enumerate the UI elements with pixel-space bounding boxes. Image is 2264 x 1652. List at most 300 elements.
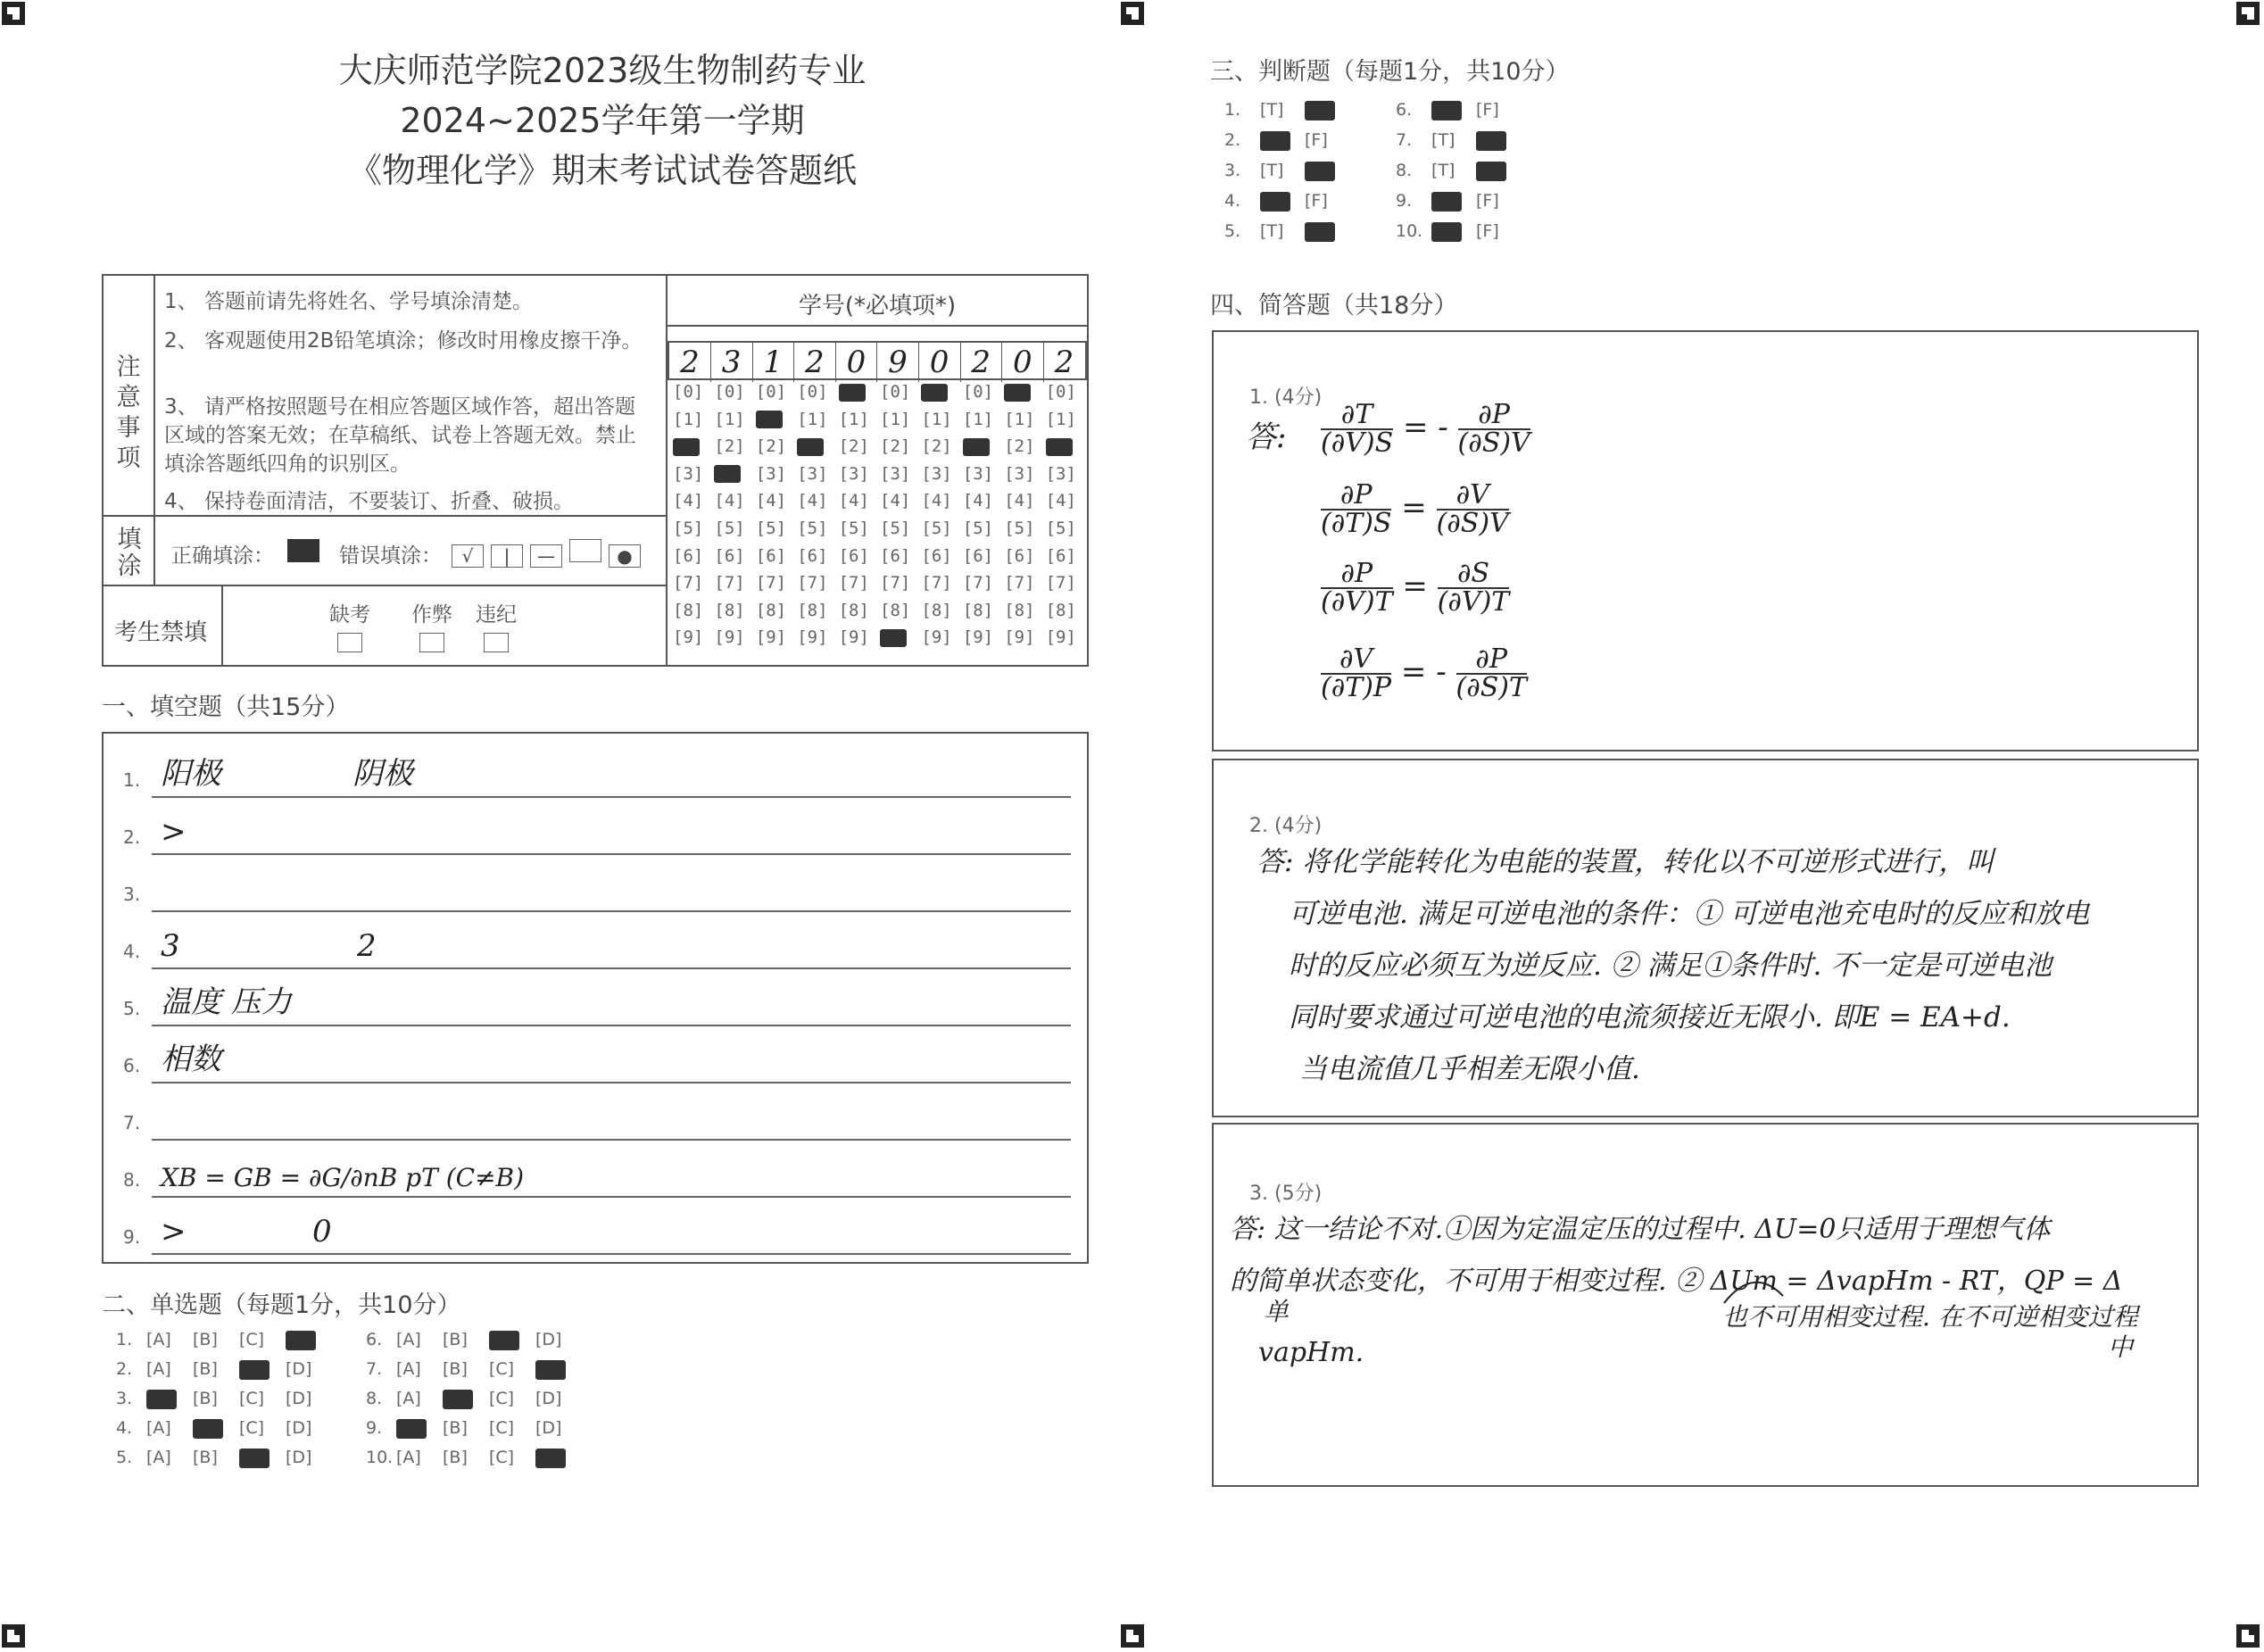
answer-underline bbox=[152, 1253, 1071, 1255]
filled-mark bbox=[797, 438, 824, 456]
tf-bubble[interactable]: [F] bbox=[1476, 191, 1499, 211]
true-false-num: 4. bbox=[1224, 191, 1241, 211]
true-false-num: 6. bbox=[1396, 100, 1413, 120]
choice-bubble-filled[interactable] bbox=[239, 1359, 286, 1380]
registration-mark-bottom-right bbox=[2235, 1623, 2261, 1649]
student-id-bubble[interactable]: [3] bbox=[673, 463, 704, 484]
notice-label: 注意事项 bbox=[116, 353, 141, 472]
filled-mark bbox=[673, 438, 700, 456]
wrong-fill-samples bbox=[452, 539, 641, 568]
tf-bubble[interactable]: [T] bbox=[1260, 221, 1284, 241]
fill-label: 填涂 bbox=[117, 526, 142, 580]
registration-mark-top-center bbox=[1119, 0, 1146, 27]
fill-blank-box bbox=[102, 732, 1089, 1264]
tf-bubble[interactable]: [T] bbox=[1260, 161, 1284, 180]
tf-bubble[interactable]: [F] bbox=[1305, 191, 1328, 211]
wrong-mark-check: √ bbox=[452, 544, 484, 568]
student-id-bubble[interactable]: [4] bbox=[1004, 491, 1035, 511]
student-id-bubble[interactable]: [1] bbox=[880, 409, 911, 429]
filled-mark bbox=[1305, 101, 1335, 120]
student-id-digit: 3 bbox=[711, 343, 753, 382]
registration-mark-bottom-left bbox=[0, 1623, 27, 1649]
choice-bubble[interactable]: [B] bbox=[193, 1359, 218, 1379]
student-id-bubble[interactable]: [8] bbox=[673, 600, 704, 620]
student-id-bubble[interactable]: [2] bbox=[1004, 436, 1035, 457]
student-id-bubble[interactable]: [1] bbox=[673, 409, 704, 429]
true-false-row bbox=[1224, 191, 1349, 212]
filled-mark bbox=[714, 465, 741, 483]
student-id-bubble[interactable]: [2] bbox=[755, 436, 787, 457]
filled-mark bbox=[1476, 162, 1506, 181]
q2-line-5: 当电流值几乎相差无限小值. bbox=[1299, 1053, 1640, 1085]
student-id-bubble-filled[interactable] bbox=[839, 382, 866, 402]
student-id-bubble[interactable]: [8] bbox=[838, 600, 869, 620]
true-false-num: 8. bbox=[1396, 161, 1413, 180]
tf-bubble[interactable]: [F] bbox=[1305, 130, 1328, 150]
q1-equation-1: $\frac{\partial T}{(\partial V)S}$ = - $\frac{\partial P}{(\partial S)V}$ bbox=[1321, 399, 1530, 459]
fill-blank-answer: 温度 压力 bbox=[161, 984, 292, 1020]
fill-blank-num: 3. bbox=[123, 884, 141, 905]
single-choice-num: 9. bbox=[366, 1418, 383, 1438]
student-id-bubble[interactable]: [2] bbox=[714, 436, 745, 457]
student-id-bubble[interactable]: [0] bbox=[797, 382, 828, 402]
student-id-bubble-filled[interactable] bbox=[1046, 436, 1073, 456]
fill-blank-num: 1. bbox=[123, 769, 141, 791]
choice-bubble[interactable]: [D] bbox=[535, 1389, 562, 1408]
student-id-bubble[interactable]: [7] bbox=[714, 573, 745, 594]
student-id-bubble[interactable]: [3] bbox=[921, 463, 952, 484]
tf-bubble[interactable]: [T] bbox=[1431, 130, 1455, 150]
filled-mark bbox=[1305, 162, 1335, 181]
student-id-bubble[interactable]: [2] bbox=[838, 436, 869, 457]
filled-mark bbox=[1476, 131, 1506, 151]
filled-mark bbox=[1004, 384, 1031, 402]
student-id-bubble[interactable]: [9] bbox=[921, 627, 952, 648]
wrong-mark-dash: — bbox=[530, 544, 562, 568]
student-id-bubble[interactable]: [7] bbox=[1004, 573, 1035, 594]
student-id-digit: 0 bbox=[919, 343, 961, 382]
single-choice-num: 5. bbox=[116, 1448, 133, 1467]
student-id-bubble[interactable]: [7] bbox=[1045, 573, 1076, 594]
single-choice-row bbox=[366, 1330, 582, 1350]
true-false-row bbox=[1224, 221, 1349, 242]
q2-line-4: 同时要求通过可逆电池的电流须接近无限小. 即E = EA+d. bbox=[1289, 1001, 2011, 1034]
student-id-bubble[interactable]: [7] bbox=[921, 573, 952, 594]
tf-bubble[interactable]: [F] bbox=[1476, 221, 1499, 241]
student-id-bubble[interactable]: [4] bbox=[714, 491, 745, 511]
student-id-bubble[interactable]: [1] bbox=[714, 409, 745, 429]
choice-bubble-filled[interactable] bbox=[146, 1389, 193, 1409]
fill-blank-row bbox=[116, 798, 1071, 855]
student-id-bubble[interactable]: [6] bbox=[755, 545, 787, 566]
true-false-row bbox=[1396, 100, 1521, 120]
correct-fill-sample bbox=[287, 539, 319, 562]
true-false-row bbox=[1396, 191, 1521, 212]
true-false-num: 1. bbox=[1224, 100, 1241, 120]
student-id-bubble[interactable]: [5] bbox=[755, 519, 787, 538]
choice-bubble[interactable]: [A] bbox=[146, 1448, 171, 1467]
student-id-bubble[interactable]: [0] bbox=[673, 382, 704, 402]
student-id-bubble[interactable]: [8] bbox=[755, 600, 787, 620]
student-id-bubble[interactable]: [2] bbox=[880, 436, 911, 457]
fill-blank-num: 7. bbox=[123, 1112, 141, 1133]
student-id-digits bbox=[668, 341, 1087, 380]
filled-mark bbox=[535, 1360, 566, 1380]
true-false-row bbox=[1224, 100, 1349, 120]
student-id-bubble-filled[interactable] bbox=[963, 436, 990, 456]
examiner-cheat: 作弊 bbox=[405, 598, 459, 652]
choice-bubble[interactable]: [D] bbox=[286, 1389, 312, 1408]
examiner-label: 考生禁填 bbox=[114, 619, 208, 646]
filled-mark bbox=[193, 1419, 223, 1439]
student-id-bubble[interactable]: [1] bbox=[962, 409, 994, 429]
student-id-bubble-filled[interactable] bbox=[921, 382, 948, 402]
choice-bubble[interactable]: [C] bbox=[239, 1418, 265, 1438]
q2-line-2: 可逆电池. 满足可逆电池的条件：① 可逆电池充电时的反应和放电 bbox=[1289, 898, 2090, 930]
filled-mark bbox=[535, 1449, 566, 1468]
tf-bubble-filled[interactable] bbox=[1431, 100, 1476, 120]
choice-bubble-filled[interactable] bbox=[193, 1418, 239, 1439]
tf-bubble-filled[interactable] bbox=[1260, 191, 1305, 212]
student-id-bubble[interactable]: [9] bbox=[673, 627, 704, 648]
student-id-digit: 2 bbox=[1054, 345, 1074, 380]
true-false-num: 9. bbox=[1396, 191, 1413, 211]
single-choice-num: 8. bbox=[366, 1389, 383, 1408]
choice-bubble[interactable]: [B] bbox=[443, 1330, 468, 1349]
fill-blank-answer: 0 bbox=[312, 1214, 332, 1249]
short-answer-q3-box bbox=[1212, 1123, 2199, 1487]
student-id-bubble[interactable]: [8] bbox=[962, 600, 994, 620]
q3-label: 3. (5分) bbox=[1249, 1183, 1323, 1205]
filled-mark bbox=[286, 1331, 316, 1350]
student-id-bubble[interactable]: [3] bbox=[755, 463, 787, 484]
single-choice-num: 6. bbox=[366, 1330, 383, 1349]
violation-checkbox[interactable] bbox=[484, 633, 509, 652]
single-choice-row bbox=[116, 1359, 332, 1380]
absent-checkbox[interactable] bbox=[337, 633, 362, 652]
filled-mark bbox=[756, 411, 783, 428]
student-id-header: 学号(*必填项*) bbox=[798, 293, 957, 320]
short-answer-header: 四、简答题（共18分） bbox=[1210, 292, 1458, 320]
fill-blank-answer: 阳极 bbox=[161, 756, 221, 792]
student-id-bubble[interactable]: [1] bbox=[1004, 409, 1035, 429]
student-id-bubble[interactable]: [5] bbox=[1045, 519, 1076, 538]
choice-bubble-filled[interactable] bbox=[286, 1330, 332, 1350]
tf-bubble[interactable]: [T] bbox=[1260, 100, 1284, 120]
choice-bubble-filled[interactable] bbox=[396, 1418, 443, 1439]
choice-bubble[interactable]: [B] bbox=[443, 1448, 468, 1467]
student-id-bubble[interactable]: [9] bbox=[962, 627, 994, 648]
examiner-violation: 违纪 bbox=[469, 598, 523, 652]
true-false-num: 7. bbox=[1396, 130, 1413, 150]
student-id-bubble[interactable]: [9] bbox=[755, 627, 787, 648]
student-id-bubble[interactable]: [7] bbox=[880, 573, 911, 594]
choice-bubble[interactable]: [A] bbox=[396, 1330, 421, 1349]
student-id-bubble[interactable]: [4] bbox=[838, 491, 869, 511]
true-false-row bbox=[1224, 130, 1349, 151]
filled-mark bbox=[239, 1449, 270, 1468]
tf-bubble-filled[interactable] bbox=[1431, 221, 1476, 242]
student-id-bubble[interactable]: [5] bbox=[921, 519, 952, 538]
student-id-bubble-filled[interactable] bbox=[673, 436, 700, 456]
student-id-bubble[interactable]: [4] bbox=[797, 491, 828, 511]
student-id-bubble[interactable]: [0] bbox=[1045, 382, 1076, 402]
choice-bubble[interactable]: [A] bbox=[146, 1330, 171, 1349]
student-id-bubble[interactable]: [6] bbox=[673, 545, 704, 566]
student-id-digit: 9 bbox=[877, 343, 919, 382]
student-id-bubble[interactable]: [1] bbox=[797, 409, 828, 429]
choice-bubble-filled[interactable] bbox=[239, 1448, 286, 1468]
filled-mark bbox=[839, 384, 866, 402]
fill-blank-row bbox=[116, 1026, 1071, 1083]
student-id-bubble[interactable]: [7] bbox=[673, 573, 704, 594]
choice-bubble[interactable]: [C] bbox=[239, 1389, 265, 1408]
filled-mark bbox=[1260, 192, 1290, 212]
filled-mark bbox=[443, 1390, 473, 1409]
true-false-num: 5. bbox=[1224, 221, 1241, 241]
fill-blank-answer: > bbox=[161, 814, 187, 850]
short-answer-q2-box bbox=[1212, 759, 2199, 1117]
choice-bubble[interactable]: [C] bbox=[489, 1448, 515, 1467]
choice-bubble[interactable]: [B] bbox=[443, 1418, 468, 1438]
student-id-bubble[interactable]: [9] bbox=[1045, 627, 1076, 648]
short-answer-q1-box bbox=[1212, 330, 2199, 751]
student-id-bubble[interactable]: [5] bbox=[838, 519, 869, 538]
student-id-bubble[interactable]: [0] bbox=[880, 382, 911, 402]
q3-side-note: 也不可用相变过程. 在不可逆相变过程 bbox=[1722, 1302, 2138, 1332]
choice-bubble[interactable]: [A] bbox=[396, 1448, 421, 1467]
tf-bubble[interactable]: [F] bbox=[1476, 100, 1499, 120]
true-false-row bbox=[1224, 161, 1349, 181]
choice-bubble-filled[interactable] bbox=[535, 1359, 582, 1380]
tf-bubble-filled[interactable] bbox=[1305, 161, 1349, 181]
student-id-bubble[interactable]: [9] bbox=[1004, 627, 1035, 648]
notice-item-1: 1、 答题前请先将姓名、学号填涂清楚。 bbox=[164, 290, 533, 313]
student-id-bubble[interactable]: [5] bbox=[880, 519, 911, 538]
q1-prefix: 答: bbox=[1246, 419, 1287, 455]
tf-bubble-filled[interactable] bbox=[1260, 130, 1305, 151]
fill-blank-row bbox=[116, 741, 1071, 798]
student-id-bubble[interactable]: [4] bbox=[1045, 491, 1076, 511]
fill-blank-row bbox=[116, 855, 1071, 912]
student-id-bubble-filled[interactable] bbox=[1004, 382, 1031, 402]
student-id-bubble[interactable]: [5] bbox=[962, 519, 994, 538]
student-id-digit: 2 bbox=[669, 343, 711, 382]
choice-bubble[interactable]: [D] bbox=[535, 1330, 562, 1349]
fill-blank-num: 5. bbox=[123, 998, 141, 1019]
choice-bubble[interactable]: [B] bbox=[193, 1448, 218, 1467]
choice-bubble[interactable]: [B] bbox=[443, 1359, 468, 1379]
tf-bubble-filled[interactable] bbox=[1476, 161, 1521, 181]
student-id-bubble[interactable]: [4] bbox=[880, 491, 911, 511]
student-id-bubble[interactable]: [7] bbox=[797, 573, 828, 594]
choice-bubble[interactable]: [B] bbox=[193, 1389, 218, 1408]
student-id-bubble[interactable]: [5] bbox=[797, 519, 828, 538]
student-id-bubble[interactable]: [6] bbox=[921, 545, 952, 566]
choice-bubble[interactable]: [C] bbox=[489, 1389, 515, 1408]
student-id-bubble[interactable]: [1] bbox=[838, 409, 869, 429]
q1-equation-2: $\frac{\partial P}{(\partial T)S}$ = $\frac{\partial V}{(\partial S)V}$ bbox=[1321, 479, 1509, 539]
filled-mark bbox=[146, 1390, 177, 1409]
choice-bubble[interactable]: [C] bbox=[489, 1359, 515, 1379]
student-id-bubble[interactable]: [4] bbox=[755, 491, 787, 511]
student-id-bubble[interactable]: [6] bbox=[880, 545, 911, 566]
student-id-digit: 2 bbox=[794, 343, 836, 382]
q3-line-2: 的简单状态变化，不可用于相变过程. ② ΔUm = ΔvapHm - RT，QP = Δ bbox=[1230, 1266, 2123, 1297]
single-choice-row bbox=[366, 1418, 582, 1439]
student-id-bubble[interactable]: [7] bbox=[755, 573, 787, 594]
student-id-bubble[interactable]: [8] bbox=[714, 600, 745, 620]
filled-mark bbox=[1305, 222, 1335, 242]
fill-blank-answer: 2 bbox=[357, 928, 377, 964]
single-choice-row bbox=[366, 1359, 582, 1380]
true-false-num: 3. bbox=[1224, 161, 1241, 180]
student-id-bubble[interactable]: [6] bbox=[838, 545, 869, 566]
choice-bubble[interactable]: [D] bbox=[535, 1418, 562, 1438]
fill-blank-row bbox=[116, 1198, 1071, 1255]
student-id-bubble[interactable]: [9] bbox=[797, 627, 828, 648]
choice-bubble[interactable]: [A] bbox=[396, 1389, 421, 1408]
single-choice-row bbox=[366, 1448, 582, 1468]
tf-bubble[interactable]: [T] bbox=[1431, 161, 1455, 180]
single-choice-row bbox=[116, 1418, 332, 1439]
fill-blank-row bbox=[116, 912, 1071, 969]
student-id-bubble[interactable]: [3] bbox=[1004, 463, 1035, 484]
student-id-bubble[interactable]: [8] bbox=[1045, 600, 1076, 620]
registration-mark-top-right bbox=[2235, 0, 2261, 27]
tf-bubble-filled[interactable] bbox=[1305, 100, 1349, 120]
q3-line-1: 答: 这一结论不对.①因为定温定压的过程中. ΔU=0只适用于理想气体 bbox=[1230, 1214, 2051, 1245]
choice-bubble[interactable]: [D] bbox=[286, 1418, 312, 1438]
student-id-bubble[interactable]: [1] bbox=[921, 409, 952, 429]
student-id-bubble[interactable]: [3] bbox=[962, 463, 994, 484]
filled-mark bbox=[1431, 222, 1462, 242]
student-id-bubble[interactable]: [3] bbox=[880, 463, 911, 484]
single-choice-header: 二、单选题（每题1分，共10分） bbox=[102, 1291, 461, 1319]
notice-item-4: 4、 保持卷面清洁，不要装订、折叠、破损。 bbox=[164, 490, 574, 513]
true-false-row bbox=[1396, 221, 1521, 242]
fill-blank-answer: > bbox=[161, 1214, 187, 1249]
tf-bubble-filled[interactable] bbox=[1476, 130, 1521, 151]
fill-blank-header: 一、填空题（共15分） bbox=[102, 693, 350, 721]
single-choice-num: 1. bbox=[116, 1330, 133, 1349]
single-choice-num: 4. bbox=[116, 1418, 133, 1438]
student-id-bubble[interactable]: [5] bbox=[673, 519, 704, 538]
student-id-bubble[interactable]: [7] bbox=[838, 573, 869, 594]
student-id-bubble[interactable]: [3] bbox=[797, 463, 828, 484]
student-id-bubble[interactable]: [2] bbox=[921, 436, 952, 457]
q1-equation-4: $\frac{\partial V}{(\partial T)P}$ = - $\frac{\partial P}{(\partial S)T}$ bbox=[1321, 643, 1528, 703]
fill-blank-answer: XB = GB = ∂G/∂nB pT (C≠B) bbox=[161, 1163, 525, 1192]
fill-blank-row bbox=[116, 969, 1071, 1026]
student-id-bubble-filled[interactable] bbox=[714, 464, 741, 484]
student-id-bubble[interactable]: [4] bbox=[673, 491, 704, 511]
title-line-1: 大庆师范学院2023级生物制药专业 bbox=[338, 51, 867, 90]
filled-mark bbox=[1431, 101, 1462, 120]
student-id-bubble[interactable]: [8] bbox=[880, 600, 911, 620]
student-id-bubble[interactable]: [0] bbox=[962, 382, 994, 402]
q3-insert-mark: 单 bbox=[1264, 1297, 1290, 1326]
single-choice-row bbox=[116, 1330, 332, 1350]
cheat-checkbox[interactable] bbox=[419, 633, 444, 652]
student-id-bubble[interactable]: [3] bbox=[1045, 463, 1076, 484]
student-id-bubble[interactable]: [6] bbox=[797, 545, 828, 566]
student-id-bubble[interactable]: [5] bbox=[714, 519, 745, 538]
student-id-bubble[interactable]: [6] bbox=[1004, 545, 1035, 566]
registration-mark-top-left bbox=[0, 0, 27, 27]
filled-mark bbox=[1260, 131, 1290, 151]
choice-bubble[interactable]: [D] bbox=[286, 1448, 312, 1467]
student-id-bubble[interactable]: [4] bbox=[921, 491, 952, 511]
fill-blank-answer: 阴极 bbox=[352, 756, 413, 792]
student-id-bubble[interactable]: [6] bbox=[714, 545, 745, 566]
student-id-bubble[interactable]: [9] bbox=[838, 627, 869, 648]
filled-mark bbox=[963, 438, 990, 456]
true-false-num: 10. bbox=[1396, 221, 1423, 241]
student-id-bubble[interactable]: [0] bbox=[714, 382, 745, 402]
wrong-mark-bar: | bbox=[491, 544, 523, 568]
student-id-bubble-filled[interactable] bbox=[756, 410, 783, 429]
choice-bubble[interactable]: [A] bbox=[146, 1418, 171, 1438]
student-id-bubble[interactable]: [6] bbox=[1045, 545, 1076, 566]
student-id-bubble[interactable]: [5] bbox=[1004, 519, 1035, 538]
student-id-bubble[interactable]: [6] bbox=[962, 545, 994, 566]
choice-bubble[interactable]: [C] bbox=[489, 1418, 515, 1438]
fill-blank-num: 4. bbox=[123, 941, 141, 962]
true-false-answers bbox=[1224, 100, 1581, 252]
choice-bubble[interactable]: [B] bbox=[193, 1330, 218, 1349]
tf-bubble-filled[interactable] bbox=[1431, 191, 1476, 212]
choice-bubble[interactable]: [C] bbox=[239, 1330, 265, 1349]
choice-bubble[interactable]: [A] bbox=[396, 1359, 421, 1379]
student-id-bubble[interactable]: [8] bbox=[797, 600, 828, 620]
single-choice-row bbox=[116, 1389, 332, 1409]
notice-item-2: 2、 客观题使用2B铅笔填涂；修改时用橡皮擦干净。 bbox=[164, 329, 643, 353]
student-id-bubble[interactable]: [4] bbox=[962, 491, 994, 511]
choice-bubble-filled[interactable] bbox=[443, 1389, 489, 1409]
examiner-absent: 缺考 bbox=[323, 598, 377, 652]
fill-blank-num: 8. bbox=[123, 1169, 141, 1191]
tf-bubble-filled[interactable] bbox=[1305, 221, 1349, 242]
choice-bubble[interactable]: [A] bbox=[146, 1359, 171, 1379]
choice-bubble[interactable]: [D] bbox=[286, 1359, 312, 1379]
student-id-bubble[interactable]: [9] bbox=[714, 627, 745, 648]
student-id-bubble[interactable]: [8] bbox=[921, 600, 952, 620]
fill-blank-row bbox=[116, 1083, 1071, 1141]
single-choice-num: 10. bbox=[366, 1448, 394, 1467]
student-id-bubble[interactable]: [8] bbox=[1004, 600, 1035, 620]
student-id-bubble-filled[interactable] bbox=[880, 627, 907, 647]
wrong-mark-empty bbox=[569, 539, 601, 562]
filled-mark bbox=[921, 384, 948, 402]
filled-mark bbox=[489, 1331, 519, 1350]
student-id-digit: 0 bbox=[1002, 343, 1044, 382]
choice-bubble-filled[interactable] bbox=[489, 1330, 535, 1350]
title-line-2: 2024~2025学年第一学期 bbox=[400, 101, 805, 140]
student-id-bubble[interactable]: [3] bbox=[838, 463, 869, 484]
single-choice-row bbox=[366, 1389, 582, 1409]
true-false-row bbox=[1396, 130, 1521, 151]
q1-label: 1. (4分) bbox=[1249, 386, 1323, 409]
fill-blank-answer: 相数 bbox=[161, 1042, 221, 1077]
student-id-bubble[interactable]: [0] bbox=[755, 382, 787, 402]
fill-blank-num: 9. bbox=[123, 1226, 141, 1248]
student-id-bubble-filled[interactable] bbox=[797, 436, 824, 456]
student-id-bubble[interactable]: [7] bbox=[962, 573, 994, 594]
student-id-bubble[interactable]: [1] bbox=[1045, 409, 1076, 429]
correct-fill-label: 正确填涂： bbox=[171, 544, 274, 568]
choice-bubble-filled[interactable] bbox=[535, 1448, 582, 1468]
